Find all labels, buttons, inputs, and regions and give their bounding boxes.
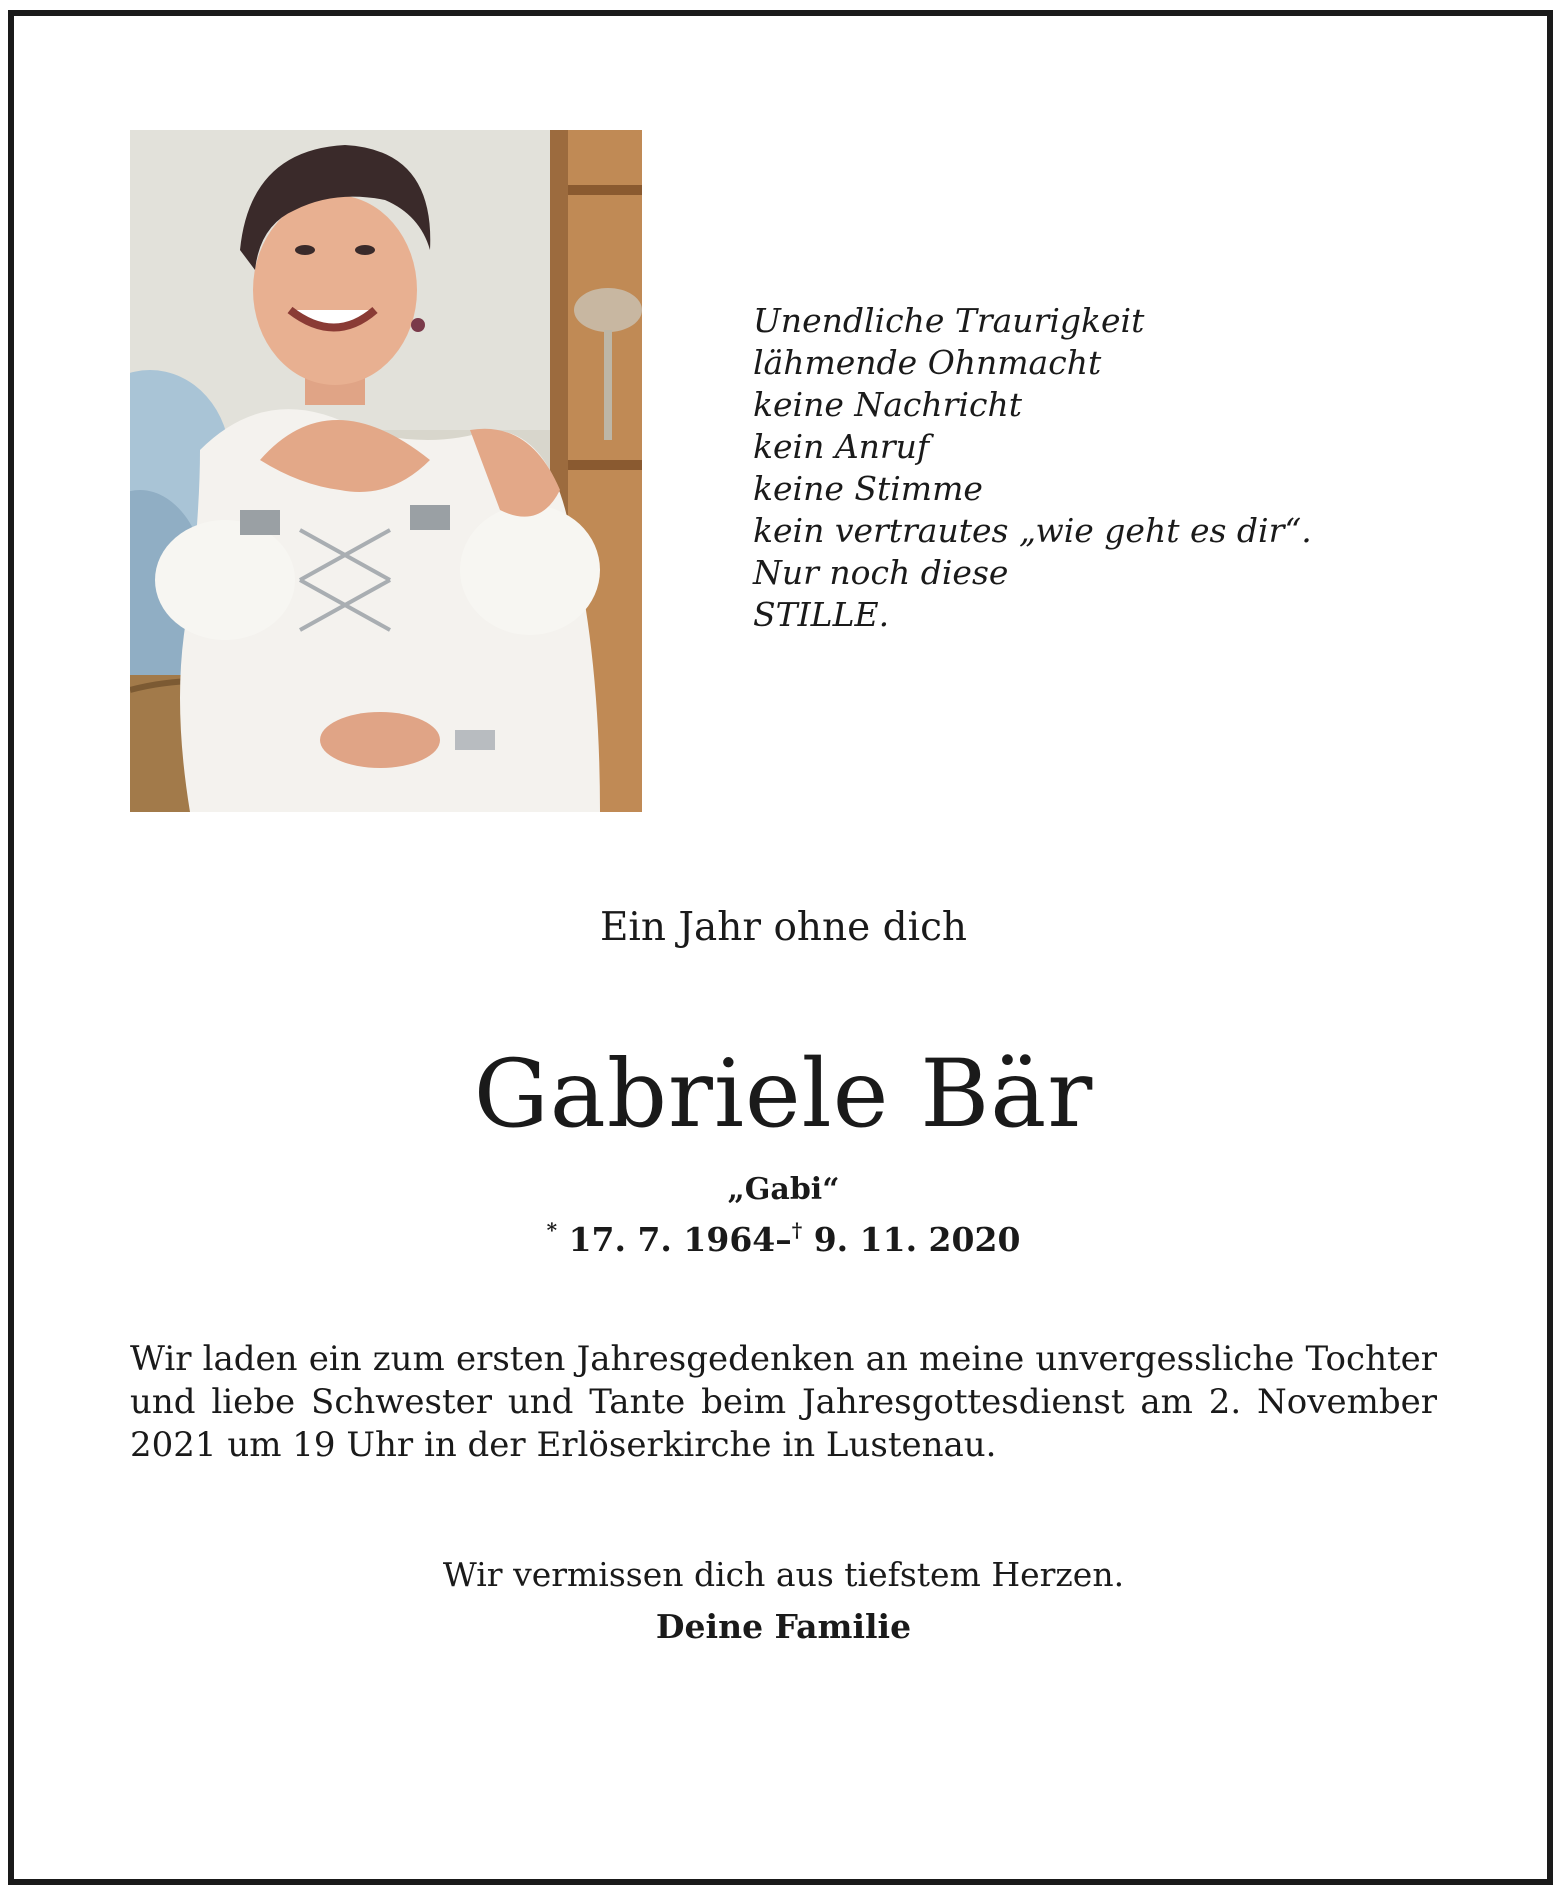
deceased-name: Gabriele Bär [473, 1040, 1094, 1149]
poem-line: lähmende Ohnmacht [753, 343, 1102, 382]
poem-line: Nur noch diese [753, 553, 1009, 592]
signature: Deine Familie [655, 1607, 912, 1646]
invitation-text: Wir laden ein zum ersten Jahresgedenken an meine unvergessliche Tochter und liebe Schwester und Tante beim Jahresgottesdienst am 2. November 2021 um 19 Uhr in der Erlöserkirche in Lustenau. [130, 1339, 1437, 1465]
life-dates [0, 1218, 1567, 1259]
intro-text: Ein Jahr ohne dich [599, 905, 968, 950]
birth-date: 17. 7. 1964 [568, 1220, 776, 1259]
closing-text: Wir vermissen dich aus tiefstem Herzen. [442, 1555, 1125, 1594]
birth-symbol: * [546, 1218, 558, 1242]
nickname: „Gabi“ [727, 1172, 840, 1207]
poem-line: STILLE. [753, 595, 890, 634]
poem-line: keine Nachricht [753, 385, 1022, 424]
date-separator: – [775, 1220, 792, 1259]
portrait-photo [130, 130, 642, 812]
poem-line: Unendliche Traurigkeit [753, 301, 1145, 340]
poem-line: kein Anruf [753, 427, 930, 466]
death-date: 9. 11. 2020 [813, 1220, 1021, 1259]
death-symbol: † [791, 1218, 803, 1242]
poem-line: kein vertrautes „wie geht es dir“. [753, 511, 1312, 550]
poem-line: keine Stimme [753, 469, 983, 508]
poem [753, 300, 1312, 636]
